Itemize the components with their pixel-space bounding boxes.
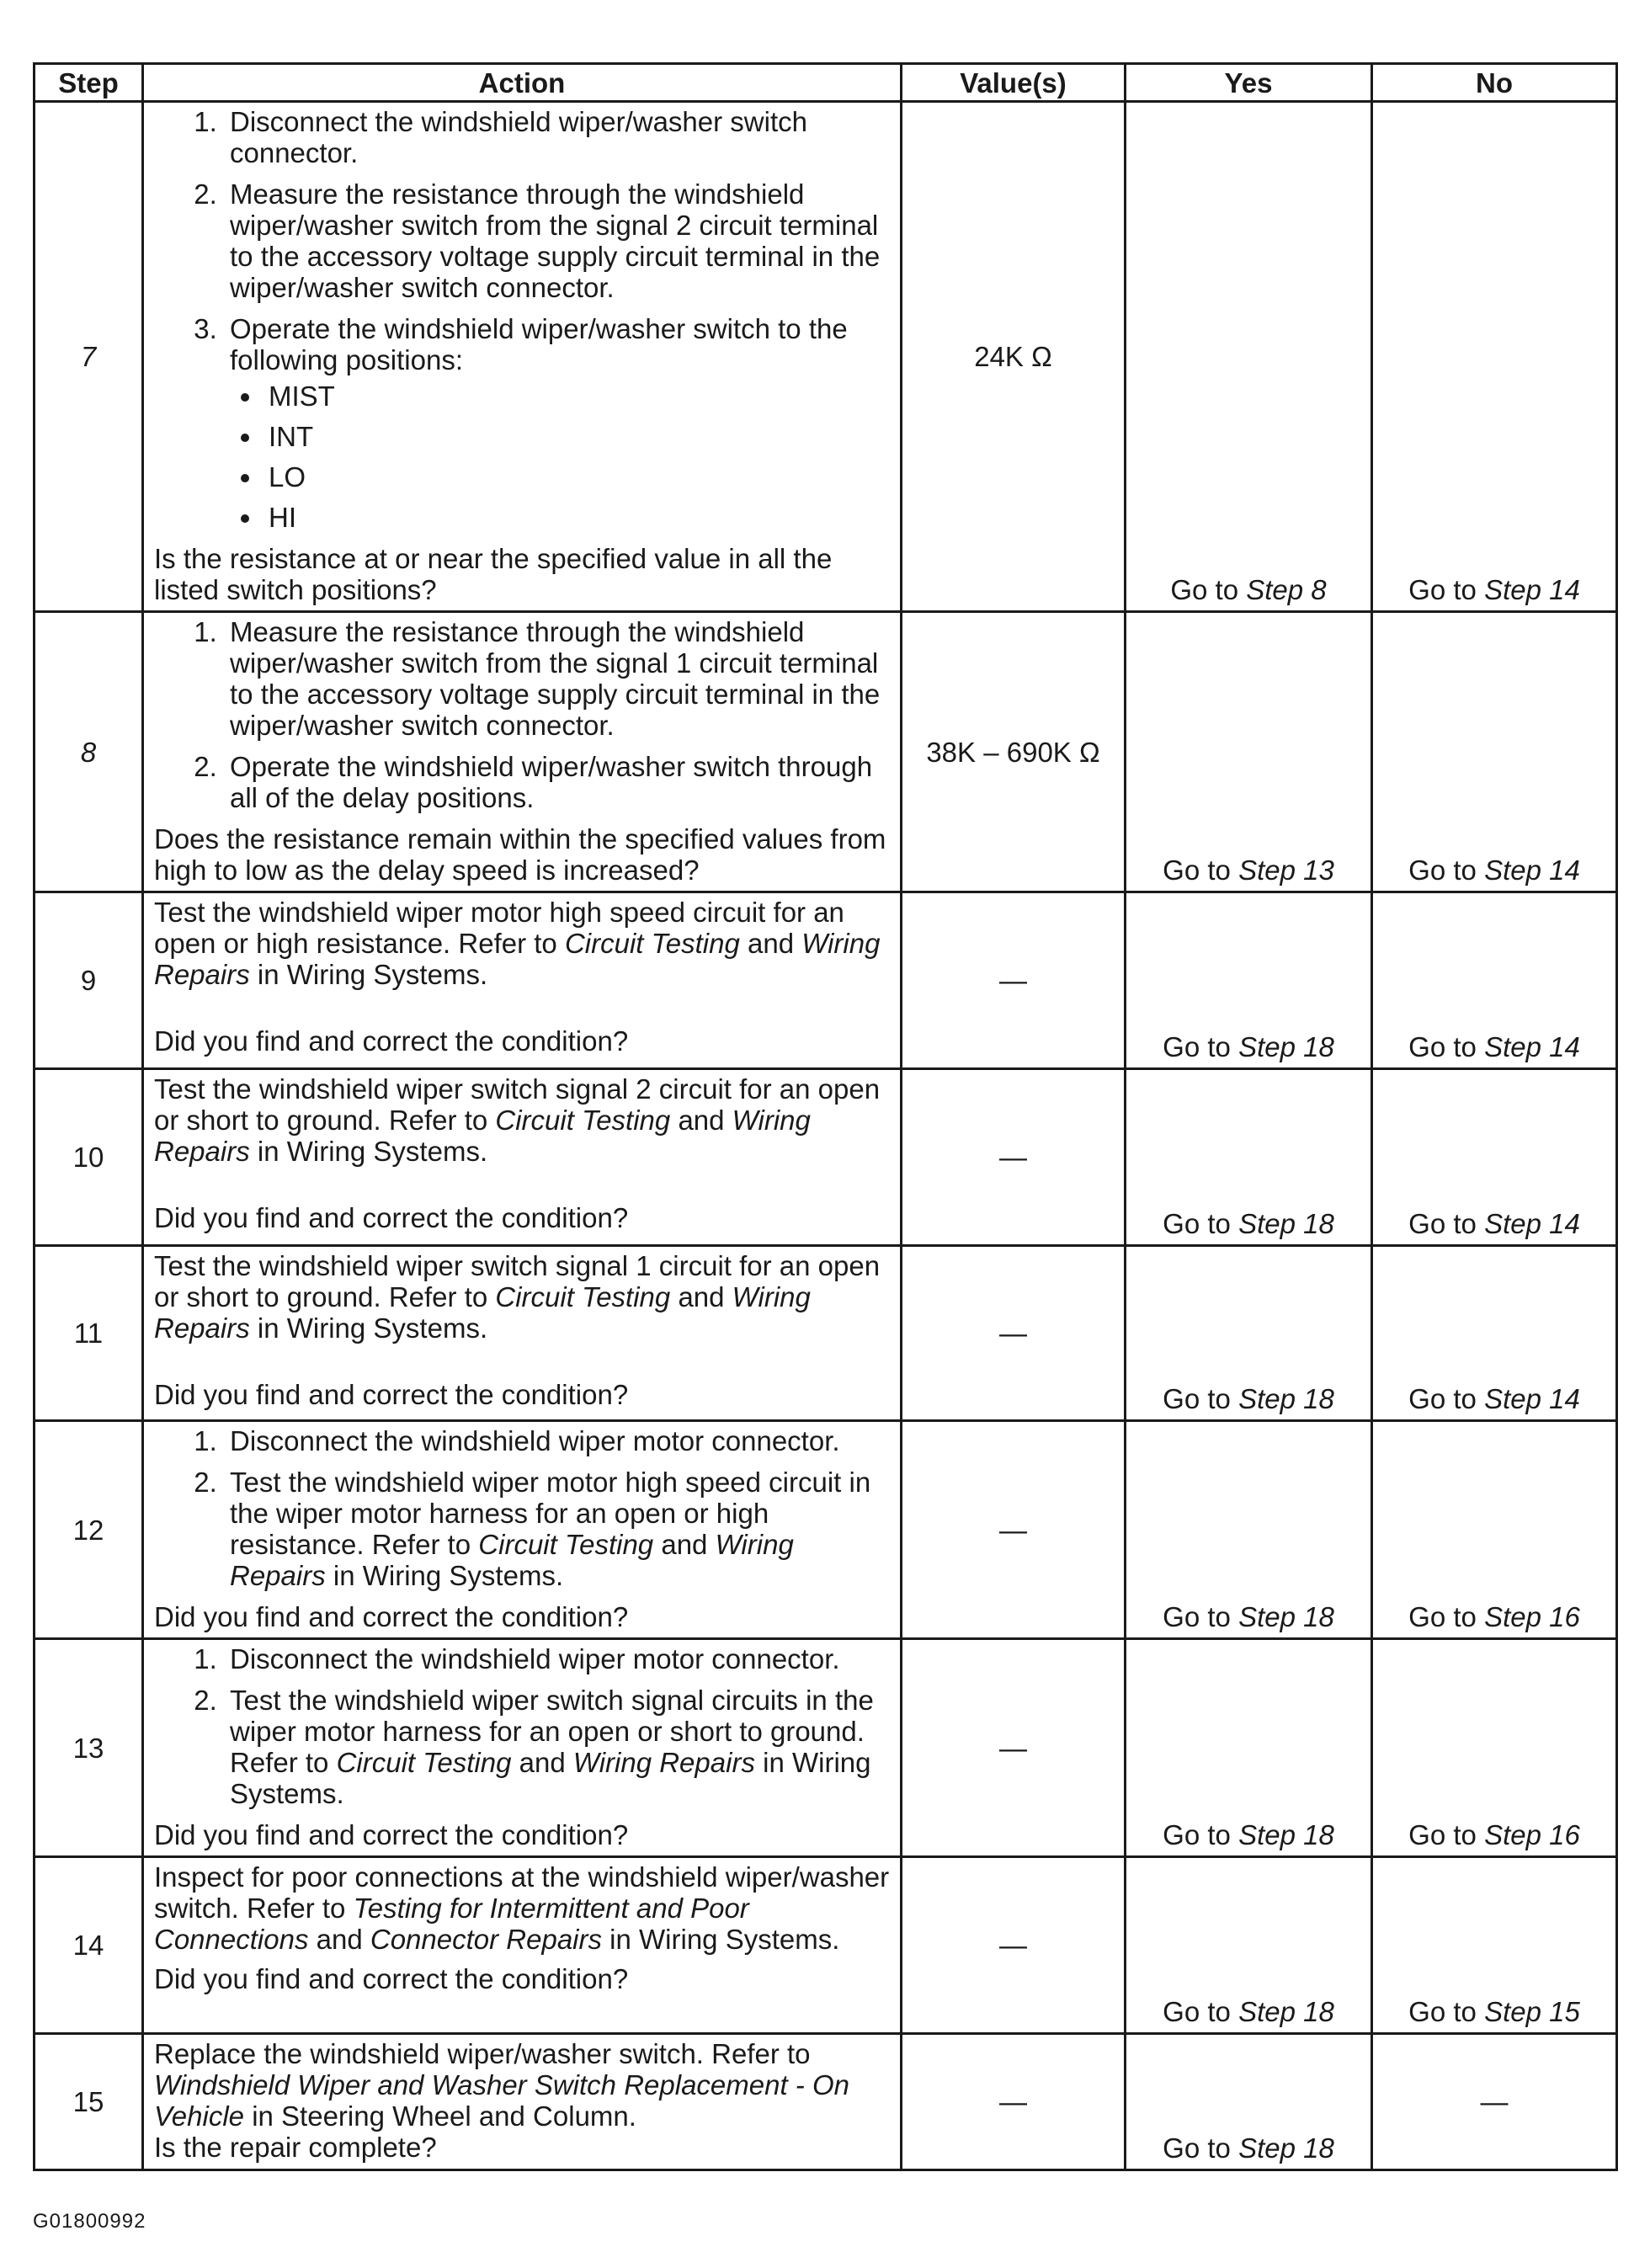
step-link: Step 18 [1238, 1383, 1334, 1414]
action-text-part: and [748, 928, 795, 959]
step-number: 15 [35, 2034, 143, 2170]
action-question: Is the repair complete? [154, 2132, 437, 2163]
go-prefix: Go to [1163, 1601, 1231, 1632]
step-number: 8 [35, 612, 143, 892]
step-link: Step 18 [1238, 1996, 1334, 2027]
figure-id: G01800992 [33, 2210, 146, 2233]
value-cell: — [902, 1857, 1126, 2034]
header-no: No [1372, 64, 1617, 102]
go-prefix: Go to [1408, 1819, 1477, 1850]
value-cell: 38K – 690K Ω [902, 612, 1126, 892]
table-row-step-10 [35, 1069, 1617, 1246]
step-number: 14 [35, 1857, 143, 2034]
no-cell [1372, 1246, 1617, 1421]
header-yes: Yes [1126, 64, 1372, 102]
action-text [154, 897, 893, 990]
ref-wiring-repairs: Wiring Repairs [154, 1281, 811, 1344]
step-link: Step 8 [1246, 574, 1327, 605]
diagnostic-table [33, 62, 1618, 2171]
no-cell [1372, 1857, 1617, 2034]
ref-circuit-testing: Circuit Testing [495, 1105, 671, 1136]
table-row-step-15 [35, 2034, 1617, 2170]
go-prefix: Go to [1408, 1383, 1477, 1414]
ref-circuit-testing: Circuit Testing [495, 1281, 671, 1312]
action-text [154, 2038, 893, 2132]
value-cell: — [902, 1421, 1126, 1639]
header-step: Step [35, 64, 143, 102]
no-cell [1372, 102, 1617, 612]
value-cell: — [902, 1639, 1126, 1857]
action-question: Did you find and correct the condition? [154, 1819, 629, 1850]
go-prefix: Go to [1408, 854, 1477, 886]
step-link: Step 14 [1484, 574, 1580, 605]
action-text-part: Replace the windshield wiper/washer switch. Refer to [154, 2038, 811, 2069]
no-cell [1372, 612, 1617, 892]
yes-cell [1126, 1069, 1372, 1246]
action-text-part: Test the windshield wiper motor high speed circuit for an open or high resistance. Refer to [154, 897, 844, 959]
yes-cell [1126, 1246, 1372, 1421]
step-number: 7 [35, 102, 143, 612]
value-cell: — [902, 892, 1126, 1069]
ref-wiring-repairs: Wiring Repairs [154, 928, 881, 990]
go-prefix: Go to [1163, 1383, 1231, 1414]
no-cell [1372, 892, 1617, 1069]
table-row-step-7 [35, 102, 1617, 612]
action-text-part: and [661, 1529, 708, 1560]
step-link: Step 13 [1238, 854, 1334, 886]
header-values: Value(s) [902, 64, 1126, 102]
step-link: Step 14 [1484, 1031, 1580, 1062]
action-item [225, 313, 893, 533]
action-text-part: and [678, 1105, 725, 1136]
header-row [35, 64, 1617, 102]
action-question: Does the resistance remain within the specified values from high to low as the delay speed is increased? [154, 823, 886, 886]
step-number: 13 [35, 1639, 143, 1857]
step-link: Step 18 [1238, 1819, 1334, 1850]
action-text-part: in Wiring Systems. [257, 959, 488, 990]
ref-circuit-testing: Circuit Testing [478, 1529, 654, 1560]
action-cell [143, 612, 902, 892]
action-text-part: in Wiring Systems. [230, 1747, 871, 1809]
go-prefix: Go to [1408, 574, 1477, 605]
action-item: 2. Operate the windshield wiper/washer switch through all of the delay positions. [225, 751, 893, 813]
table-row-step-14 [35, 1857, 1617, 2034]
step-link: Step 18 [1238, 2132, 1334, 2164]
action-item: 1. Measure the resistance through the windshield wiper/washer switch from the signal 1 circuit terminal to the accessory voltage supply circuit terminal in the wiper/washer switch connector. [225, 616, 893, 741]
action-text [154, 1861, 893, 1955]
step-link: Step 16 [1484, 1601, 1580, 1632]
action-text-part: Test the windshield wiper switch signal circuits in the wiper motor harness for an open or short to ground. Refer to [230, 1685, 874, 1778]
action-cell [143, 1639, 902, 1857]
step-link: Step 18 [1238, 1208, 1334, 1239]
action-text-part: and [316, 1924, 363, 1955]
action-cell [143, 102, 902, 612]
step-number: 10 [35, 1069, 143, 1246]
step-number: 12 [35, 1421, 143, 1639]
step-link: Step 14 [1484, 1208, 1580, 1239]
table-row-step-12 [35, 1421, 1617, 1639]
switch-position: • LO [263, 461, 893, 492]
go-prefix: Go to [1170, 574, 1239, 605]
go-prefix: Go to [1163, 1208, 1231, 1239]
step-link: Step 16 [1484, 1819, 1580, 1850]
go-prefix: Go to [1163, 2132, 1231, 2164]
yes-cell [1126, 102, 1372, 612]
no-cell [1372, 1069, 1617, 1246]
action-text-part: Test the windshield wiper motor high speed circuit in the wiper motor harness for an open or high resistance. Refer to [230, 1467, 871, 1560]
action-text-part: in Wiring Systems. [609, 1924, 840, 1955]
table-row-step-8 [35, 612, 1617, 892]
action-cell [143, 2034, 902, 2170]
action-item: 1. Disconnect the windshield wiper/washer switch connector. [225, 106, 893, 168]
ref-connector-repairs: Connector Repairs [370, 1924, 602, 1955]
step-number: 9 [35, 892, 143, 1069]
action-text [154, 1073, 893, 1167]
ref-wiring-repairs: Wiring Repairs [154, 1105, 811, 1167]
go-prefix: Go to [1408, 1996, 1477, 2027]
action-question: Is the resistance at or near the specified value in all the listed switch positions? [154, 543, 833, 605]
action-item: 1. Disconnect the windshield wiper motor connector. [225, 1425, 893, 1456]
table-row-step-11 [35, 1246, 1617, 1421]
table-row-step-13 [35, 1639, 1617, 1857]
table-row-step-9 [35, 892, 1617, 1069]
action-item [225, 1685, 893, 1809]
go-prefix: Go to [1408, 1601, 1477, 1632]
yes-cell [1126, 2034, 1372, 2170]
action-text-part: in Steering Wheel and Column. [252, 2100, 636, 2132]
ref-intermittent-connections: Testing for Intermittent and Poor Connections [154, 1893, 749, 1955]
action-question: Did you find and correct the condition? [154, 1202, 629, 1233]
ref-circuit-testing: Circuit Testing [564, 928, 740, 959]
go-prefix: Go to [1408, 1208, 1477, 1239]
action-text [154, 1250, 893, 1344]
action-question: Did you find and correct the condition? [154, 1601, 629, 1632]
go-prefix: Go to [1163, 854, 1231, 886]
action-cell [143, 892, 902, 1069]
go-prefix: Go to [1408, 1031, 1477, 1062]
switch-position: • MIST [263, 381, 893, 412]
action-item: 2. Measure the resistance through the windshield wiper/washer switch from the signal 2 circuit terminal to the accessory voltage supply circuit terminal in the wiper/washer switch connector. [225, 178, 893, 303]
step-link: Step 15 [1484, 1996, 1580, 2027]
yes-cell [1126, 1857, 1372, 2034]
step-link: Step 14 [1484, 854, 1580, 886]
action-text-part: Inspect for poor connections at the windshield wiper/washer switch. Refer to [154, 1861, 890, 1924]
ref-circuit-testing: Circuit Testing [336, 1747, 512, 1778]
ref-wiring-repairs: Wiring Repairs [230, 1529, 794, 1591]
action-cell [143, 1857, 902, 2034]
action-text-part: in Wiring Systems. [257, 1136, 488, 1167]
action-question: Did you find and correct the condition? [154, 1379, 629, 1410]
action-text-part: and [678, 1281, 725, 1312]
action-text-part: in Wiring Systems. [257, 1312, 488, 1344]
action-item [225, 1467, 893, 1591]
value-cell: — [902, 1246, 1126, 1421]
step-link: Step 18 [1238, 1601, 1334, 1632]
step-number: 11 [35, 1246, 143, 1421]
action-text-part: in Wiring Systems. [333, 1560, 564, 1591]
action-question: Did you find and correct the condition? [154, 1963, 629, 1994]
yes-cell [1126, 612, 1372, 892]
step-link: Step 14 [1484, 1383, 1580, 1414]
action-cell [143, 1069, 902, 1246]
ref-wiring-repairs: Wiring Repairs [572, 1747, 755, 1778]
step-link: Step 18 [1238, 1031, 1334, 1062]
action-cell [143, 1246, 902, 1421]
go-prefix: Go to [1163, 1819, 1231, 1850]
header-action: Action [143, 64, 902, 102]
action-text-part: Test the windshield wiper switch signal 1 circuit for an open or short to ground. Refer to [154, 1250, 881, 1312]
no-cell [1372, 1421, 1617, 1639]
no-cell [1372, 1639, 1617, 1857]
action-item: 1. Disconnect the windshield wiper motor connector. [225, 1643, 893, 1674]
action-text-part: and [519, 1747, 566, 1778]
yes-cell [1126, 1421, 1372, 1639]
action-text-part: Test the windshield wiper switch signal 2 circuit for an open or short to ground. Refer to [154, 1073, 881, 1136]
yes-cell [1126, 1639, 1372, 1857]
ref-switch-replacement: Windshield Wiper and Washer Switch Replacement - On Vehicle [154, 2069, 849, 2132]
action-cell [143, 1421, 902, 1639]
value-cell: — [902, 1069, 1126, 1246]
go-prefix: Go to [1163, 1996, 1231, 2027]
value-cell: 24K Ω [902, 102, 1126, 612]
action-question: Did you find and correct the condition? [154, 1025, 629, 1057]
no-cell: — [1372, 2034, 1617, 2170]
switch-position: • INT [263, 421, 893, 452]
value-cell: — [902, 2034, 1126, 2170]
yes-cell [1126, 892, 1372, 1069]
switch-position: • HI [263, 502, 893, 533]
action-item-text: Operate the windshield wiper/washer switch to the following positions: [230, 313, 848, 375]
go-prefix: Go to [1163, 1031, 1231, 1062]
